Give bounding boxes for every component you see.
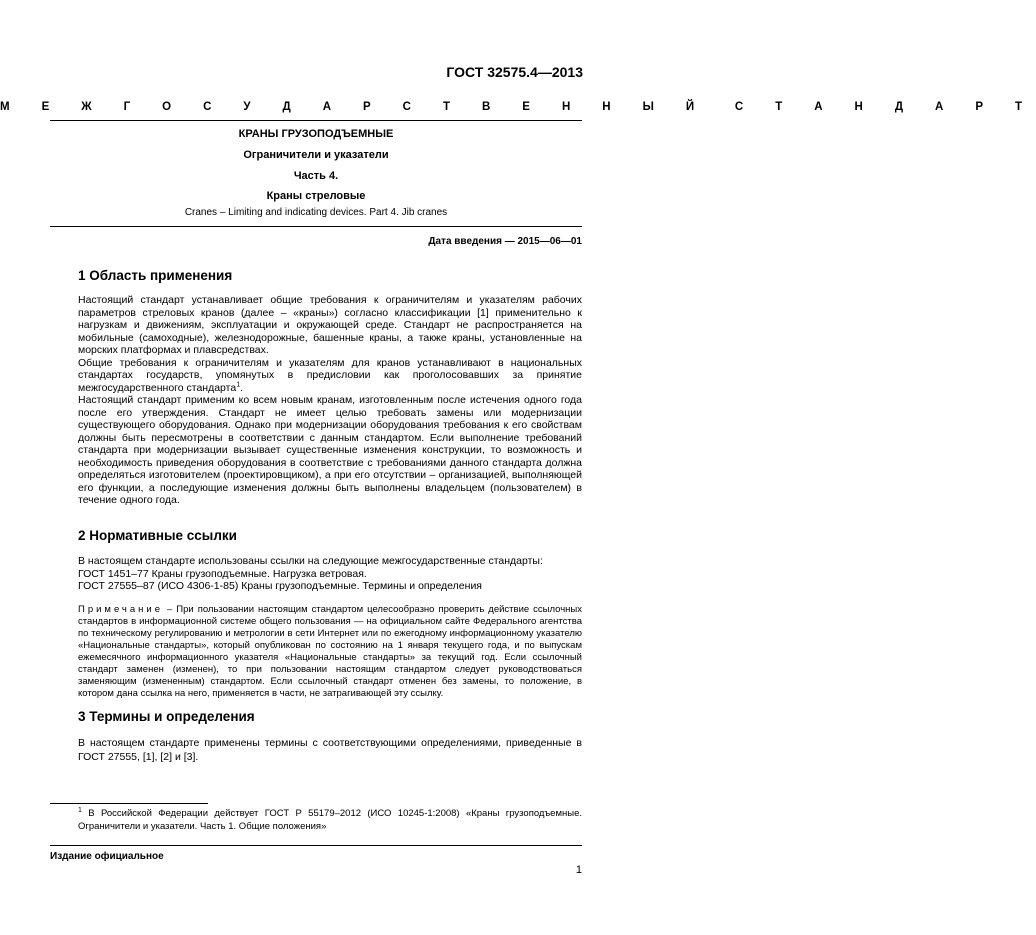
section-3-heading-text: 3 Термины и определения <box>78 709 255 724</box>
note-label: Примечание <box>78 604 163 615</box>
title-divider <box>50 226 582 227</box>
title-line-1: КРАНЫ ГРУЗОПОДЪЕМНЫЕ <box>238 128 394 140</box>
footnote <box>78 808 582 833</box>
section-2-note <box>78 604 582 700</box>
reference-gost-27555: ГОСТ 27555–87 (ИСО 4306-1-85) Краны грузоподъемные. Термины и определения <box>78 580 482 592</box>
footnote-reference[interactable]: 1 <box>236 381 241 388</box>
standard-number: ГОСТ 32575.4—2013 <box>446 64 583 80</box>
section-3-body <box>78 736 582 764</box>
footnote-divider <box>50 803 208 804</box>
footnote-text: В Российской Федерации действует ГОСТ Р 55179–2012 (ИСО 10245-1:2008) «Краны грузоподъемные. Ограничители и указатели. Часть 1. Общие положения» <box>78 808 582 832</box>
section-1-paragraph-2-end: . <box>240 381 244 394</box>
section-1-body <box>78 294 582 507</box>
section-1-paragraph-2 <box>78 357 582 395</box>
section-1-heading <box>78 268 232 283</box>
title-line-4: Краны стреловые <box>266 190 366 202</box>
section-2-body <box>78 555 582 593</box>
section-2-heading-text: 2 Нормативные ссылки <box>78 528 237 543</box>
official-edition-label: Издание официальное <box>50 851 164 862</box>
section-3-heading <box>78 709 255 724</box>
section-2-intro: В настоящем стандарте использованы ссылки на следующие межгосударственные стандарты: <box>78 555 543 567</box>
title-line-3: Часть 4. <box>293 170 339 182</box>
page-number: 1 <box>575 864 582 876</box>
reference-gost-1451: ГОСТ 1451–77 Краны грузоподъемные. Нагрузка ветровая. <box>78 567 367 580</box>
footnote-marker: 1 <box>78 806 82 814</box>
section-1-paragraph-2-text: Общие требования к ограничителям и указателям для кранов устанавливают в национальных стандартах государств, упомянутых в предисловии как проголосовавших за принятие межгосударственного стандарта <box>78 356 582 394</box>
section-3-paragraph-1: В настоящем стандарте применены термины с соответствующими определениями, приведенные в ГОСТ 27555, [1], [2] и [3]. <box>78 737 582 763</box>
title-line-2: Ограничители и указатели <box>243 149 389 161</box>
header-divider <box>50 120 582 121</box>
section-1-paragraph-3: Настоящий стандарт применим ко всем новым кранам, изготовленным после истечения одного года после его утверждения. Стандарт не имеет целью требовать замены или модернизации существующего оборудования. Однако при модернизации оборудования требования к его свойствам должны быть пересмотрены в соответствии с данным стандартом. Если выполнение требований стандарта при модернизации вызывает существенные изменения конструкции, то возможность и необходимость приведения оборудования в соответствие с требованиями данного стандарта должна определяться изготовителем (проектировщиком), а при его отсутствии – организацией, выполняющей его функции, а последующие изменения должны быть выполнены владельцем (пользователем) в течение одного года. <box>78 394 582 506</box>
section-1-paragraph-1: Настоящий стандарт устанавливает общие требования к ограничителям и указателям рабочих параметров стреловых кранов (далее – «краны») согласно классификации [1] применительно к нагрузкам и движениям, эксплуатации и окружающей среде. Стандарт не распространяется на мобильные (самоходные), железнодорожные, башенные краны, а также краны, установленные на морских платформах и плавсредствах. <box>78 294 582 356</box>
title-english: Cranes – Limiting and indicating devices. Part 4. Jib cranes <box>184 207 448 218</box>
banner-word-standard: С Т А Н Д А Р Т <box>734 101 1036 113</box>
banner-word-interstate: М Е Ж Г О С У Д А Р С Т В Е Н Н Ы Й <box>0 101 709 113</box>
intro-date: Дата введения — 2015—06—01 <box>428 236 582 247</box>
footer-divider <box>50 845 582 846</box>
standard-type-banner <box>0 101 1036 113</box>
section-1-heading-text: 1 Область применения <box>78 268 233 283</box>
section-2-heading <box>78 528 237 543</box>
note-text: – При пользовании настоящим стандартом целесообразно проверить действие ссылочных стандартов в информационной системе общего пользования — на официальном сайте Федерального агентства по техническому регулированию и метрологии в сети Интернет или по ежегодному информационному указателю «Национальные стандарты», который опубликован по состоянию на 1 января текущего года, и по выпускам ежемесячного информационного указателя «Национальные стандарты» за текущий год. Если ссылочный стандарт заменен (изменен), то при пользовании настоящим стандартом следует руководствоваться заменяющим (измененным) стандартом. Если ссылочный стандарт отменен без замены, то положение, в котором дана ссылка на него, применяется в части, не затрагивающей эту ссылку. <box>78 604 582 699</box>
